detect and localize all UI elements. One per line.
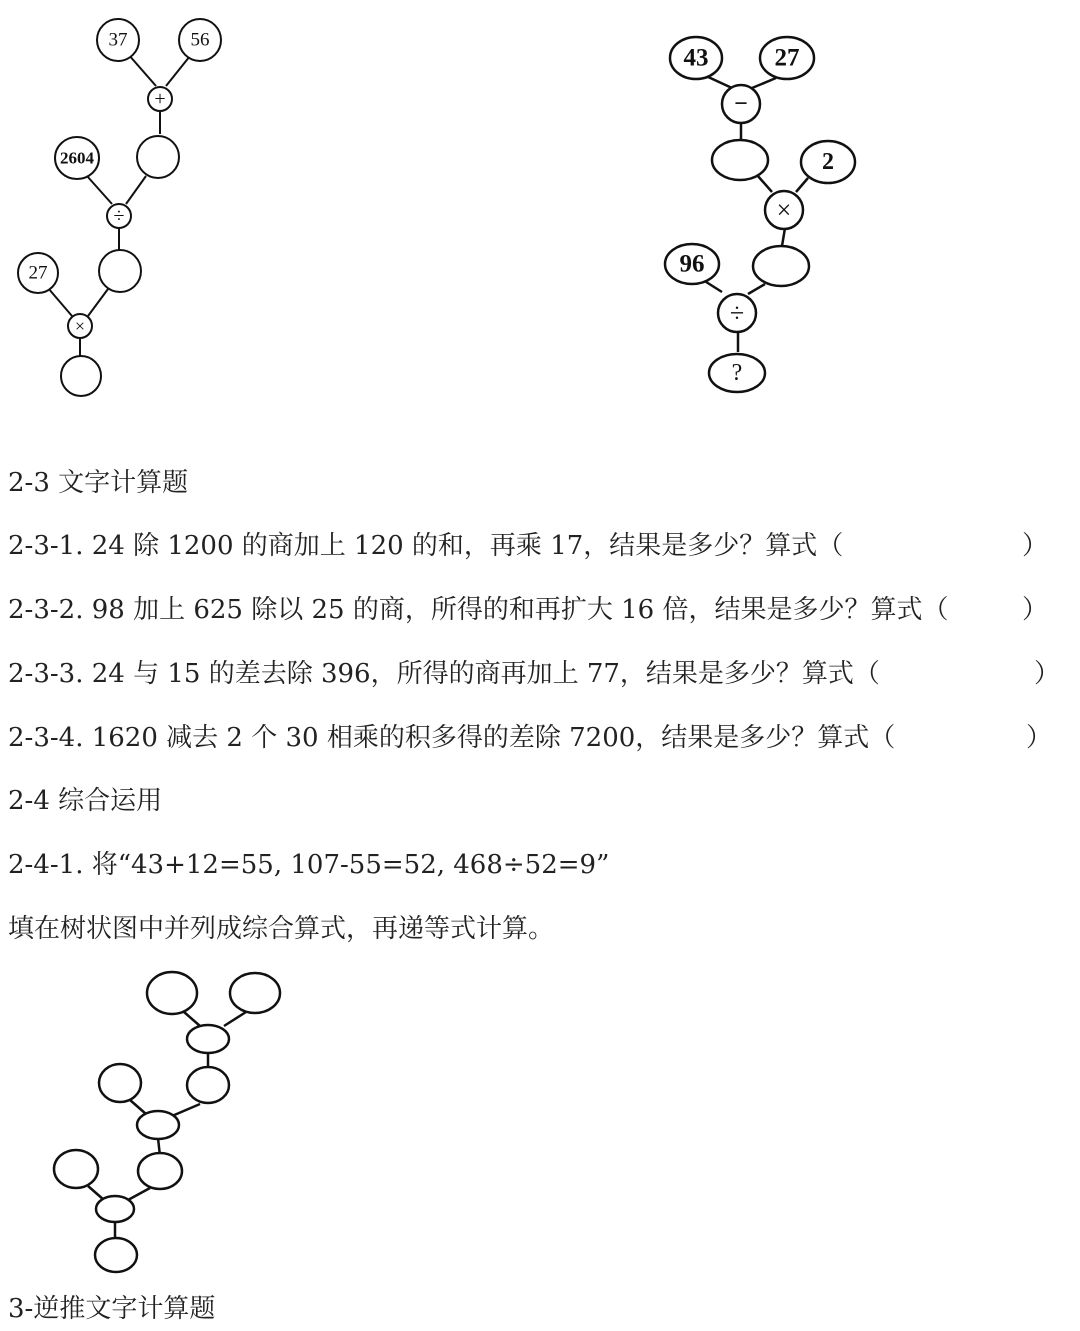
- question-2-4-1: 2-4-1. 将“43+12=55, 107-55=52, 468÷52=9”: [8, 850, 610, 880]
- tree1-label-56: 56: [190, 29, 210, 51]
- tree1-op3-label: ×: [74, 316, 86, 336]
- question-text: 2-3-4. 1620 减去 2 个 30 相乘的积多得的差除 7200，结果是多少？算式（: [8, 723, 896, 753]
- tree2-label-96: 96: [679, 250, 705, 278]
- tree3-blank-node: [187, 1067, 229, 1103]
- tree-diagram-2: [0, 0, 1080, 410]
- tree1-label-27: 27: [28, 262, 48, 284]
- question-2-3-4: [8, 721, 1052, 755]
- tree3-result-node: [95, 1238, 137, 1272]
- question-text: 2-3-3. 24 与 15 的差去除 396，所得的商再加上 77，结果是多少？算式（: [8, 659, 880, 689]
- question-2-4-1-instruction: 填在树状图中并列成综合算式，再递等式计算。: [8, 914, 555, 944]
- tree3-blank-node: [54, 1150, 98, 1188]
- tree3-op-node: [96, 1196, 134, 1222]
- tree3-blank-node: [138, 1153, 182, 1189]
- tree1-op1-label: +: [154, 88, 166, 110]
- tree2-op2-label: ×: [776, 195, 792, 225]
- answer-close-paren: ）: [1025, 723, 1052, 753]
- tree1-label-37: 37: [108, 29, 128, 51]
- tree1-label-2604: 2604: [60, 148, 94, 168]
- tree3-blank-node: [99, 1064, 141, 1102]
- section-3-heading: 3-逆推文字计算题: [8, 1294, 216, 1324]
- tree2-blank-node-2: [753, 246, 809, 286]
- tree3-op-node: [137, 1111, 179, 1139]
- tree2-label-27: 27: [774, 44, 800, 72]
- tree2-result-label: ?: [731, 360, 743, 386]
- tree3-op-node: [187, 1025, 229, 1053]
- question-2-3-2: [8, 593, 1048, 627]
- tree2-label-43: 43: [683, 44, 709, 72]
- answer-close-paren: ）: [1021, 595, 1048, 625]
- tree2-op3-label: ÷: [729, 298, 745, 328]
- question-2-3-1: [8, 529, 1048, 563]
- question-2-3-3: [8, 657, 1060, 691]
- question-text: 2-3-1. 24 除 1200 的商加上 120 的和，再乘 17，结果是多少？算式（: [8, 531, 844, 561]
- question-text: 2-3-2. 98 加上 625 除以 25 的商，所得的和再扩大 16 倍，结果是多少？算式（: [8, 595, 949, 625]
- tree3-blank-node: [147, 972, 197, 1014]
- tree3-blank-node: [230, 973, 280, 1013]
- tree1-op2-label: ÷: [113, 205, 125, 227]
- section-2-4-heading: 2-4 综合运用: [8, 786, 163, 816]
- answer-close-paren: ）: [1021, 531, 1048, 561]
- tree2-blank-node-1: [712, 140, 768, 180]
- tree2-op1-label: −: [734, 91, 748, 117]
- tree2-label-2: 2: [822, 149, 834, 175]
- section-2-3-heading: 2-3 文字计算题: [8, 468, 189, 498]
- answer-close-paren: ）: [1033, 659, 1060, 689]
